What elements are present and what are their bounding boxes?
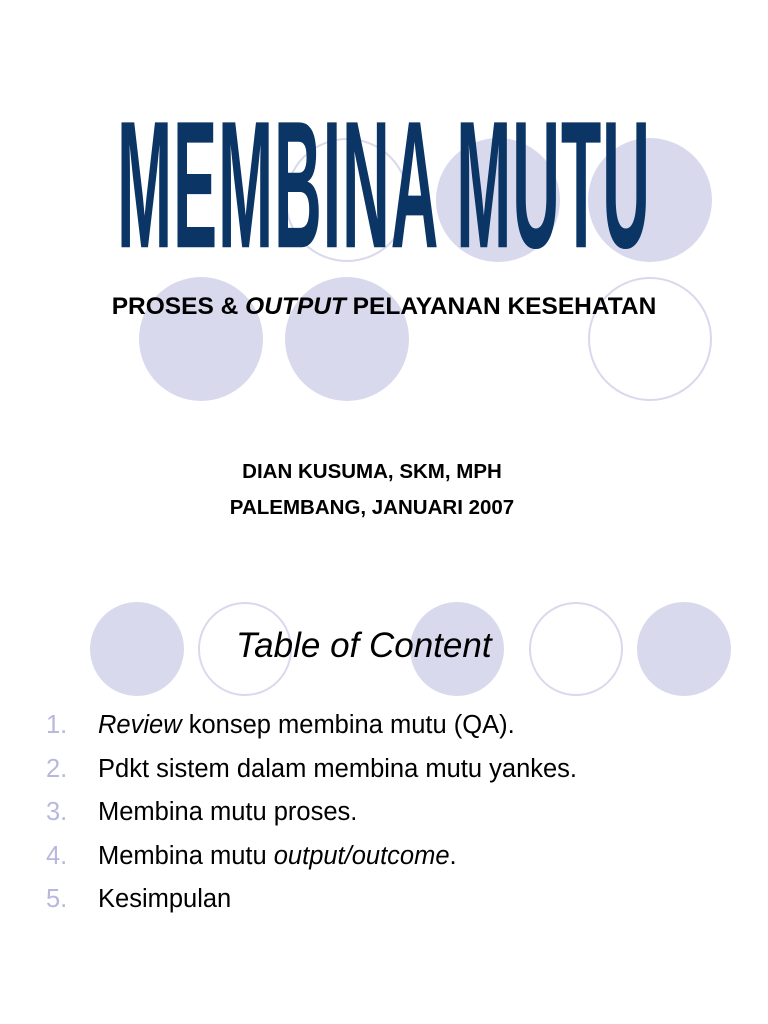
decor-circle — [90, 602, 184, 696]
subtitle-part2: PELAYANAN KESEHATAN — [345, 293, 657, 320]
list-number: 4. — [46, 841, 68, 870]
decor-circle — [637, 602, 731, 696]
decor-circle — [529, 602, 623, 696]
toc-list — [46, 711, 577, 929]
list-item — [46, 798, 577, 842]
author-place-date: PALEMBANG, JANUARI 2007 — [229, 496, 515, 519]
list-item-label: Pdkt sistem dalam membina mutu yankes. — [98, 754, 578, 783]
toc-title: Table of Content — [236, 626, 492, 665]
list-number: 5. — [46, 885, 68, 913]
list-item-label: Membina mutu — [98, 841, 274, 870]
list-item-text — [98, 711, 515, 755]
slide-title: MEMBINA MUTU — [117, 82, 651, 286]
list-item-text — [98, 842, 457, 886]
list-item — [46, 755, 577, 799]
list-item-label: Membina mutu proses. — [98, 798, 358, 826]
list-item-italic: output/outcome — [273, 841, 450, 870]
list-item-italic: Review — [98, 711, 182, 739]
list-item — [46, 711, 577, 755]
list-number: 3. — [46, 798, 68, 826]
subtitle-italic: OUTPUT — [245, 293, 346, 320]
author-name: DIAN KUSUMA, SKM, MPH — [242, 460, 502, 483]
slide-subtitle — [0, 293, 768, 321]
list-item-label: konsep membina mutu (QA). — [181, 711, 515, 739]
toc-slide — [0, 560, 768, 1024]
list-item — [46, 842, 577, 886]
list-number: 2. — [46, 754, 68, 783]
list-number: 1. — [46, 711, 68, 739]
list-item-label: Kesimpulan — [98, 885, 232, 913]
subtitle-part1: PROSES & — [111, 293, 246, 320]
list-item-suffix: . — [449, 841, 457, 870]
list-item-text — [98, 755, 577, 799]
list-item-text — [98, 798, 357, 842]
list-item-text — [98, 885, 231, 929]
list-item — [46, 885, 577, 929]
